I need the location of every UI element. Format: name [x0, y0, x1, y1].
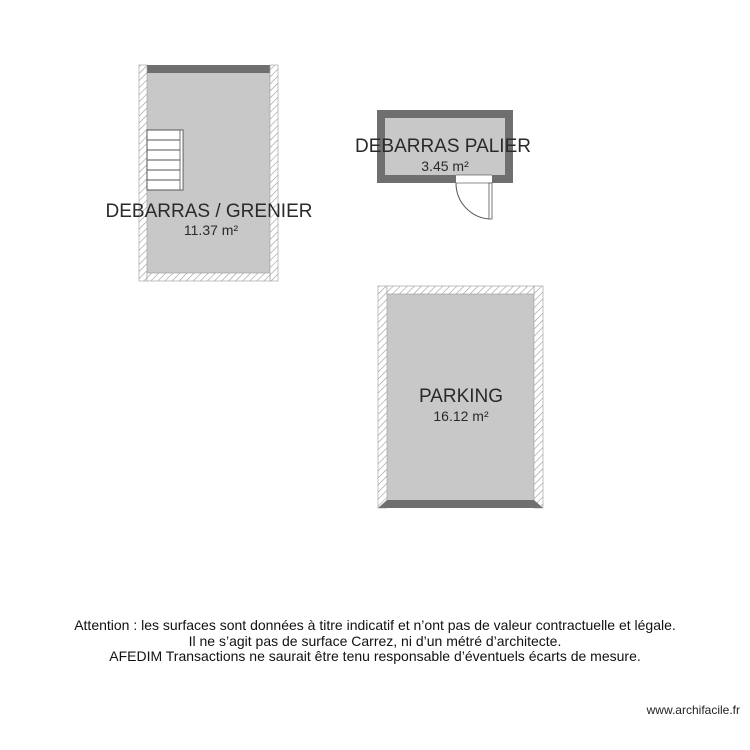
- room-debarras-palier-area: 3.45 m²: [421, 158, 469, 174]
- disclaimer: [0, 618, 750, 665]
- stairs: [147, 130, 183, 190]
- disclaimer-line: AFEDIM Transactions ne saurait être tenu responsable d’éventuels écarts de mesure.: [109, 648, 641, 664]
- disclaimer-line: Il ne s’agit pas de surface Carrez, ni d’un métré d’architecte.: [188, 632, 562, 649]
- room-debarras-grenier: [106, 65, 313, 281]
- room-debarras-palier-name: DEBARRAS PALIER: [355, 136, 531, 157]
- room-debarras-grenier-wall-left: [139, 65, 147, 281]
- room-debarras-grenier-wall-right: [270, 65, 278, 281]
- room-debarras-grenier-wall-top: [139, 65, 278, 73]
- room-parking: [378, 286, 543, 508]
- door-swing-arc: [456, 183, 489, 219]
- room-parking-wall-bottom: [378, 500, 543, 508]
- door-opening: [456, 175, 492, 183]
- room-debarras-palier: [355, 110, 531, 219]
- room-debarras-grenier-area: 11.37 m²: [183, 222, 239, 238]
- room-parking-wall-left: [378, 286, 387, 508]
- watermark-link[interactable]: www.archifacile.fr: [646, 703, 740, 717]
- room-parking-area: 16.12 m²: [433, 408, 489, 424]
- door-leaf: [489, 183, 492, 219]
- disclaimer-line: Attention : les surfaces sont données à titre indicatif et n’ont pas de valeur contractuelle et légale.: [74, 617, 676, 633]
- stairs-rail: [180, 130, 183, 190]
- room-debarras-grenier-wall-bottom: [147, 273, 270, 281]
- room-debarras-grenier-name: DEBARRAS / GRENIER: [105, 201, 313, 222]
- room-parking-wall-right: [534, 286, 543, 508]
- room-parking-name: PARKING: [418, 386, 504, 407]
- room-parking-wall-top: [387, 286, 534, 294]
